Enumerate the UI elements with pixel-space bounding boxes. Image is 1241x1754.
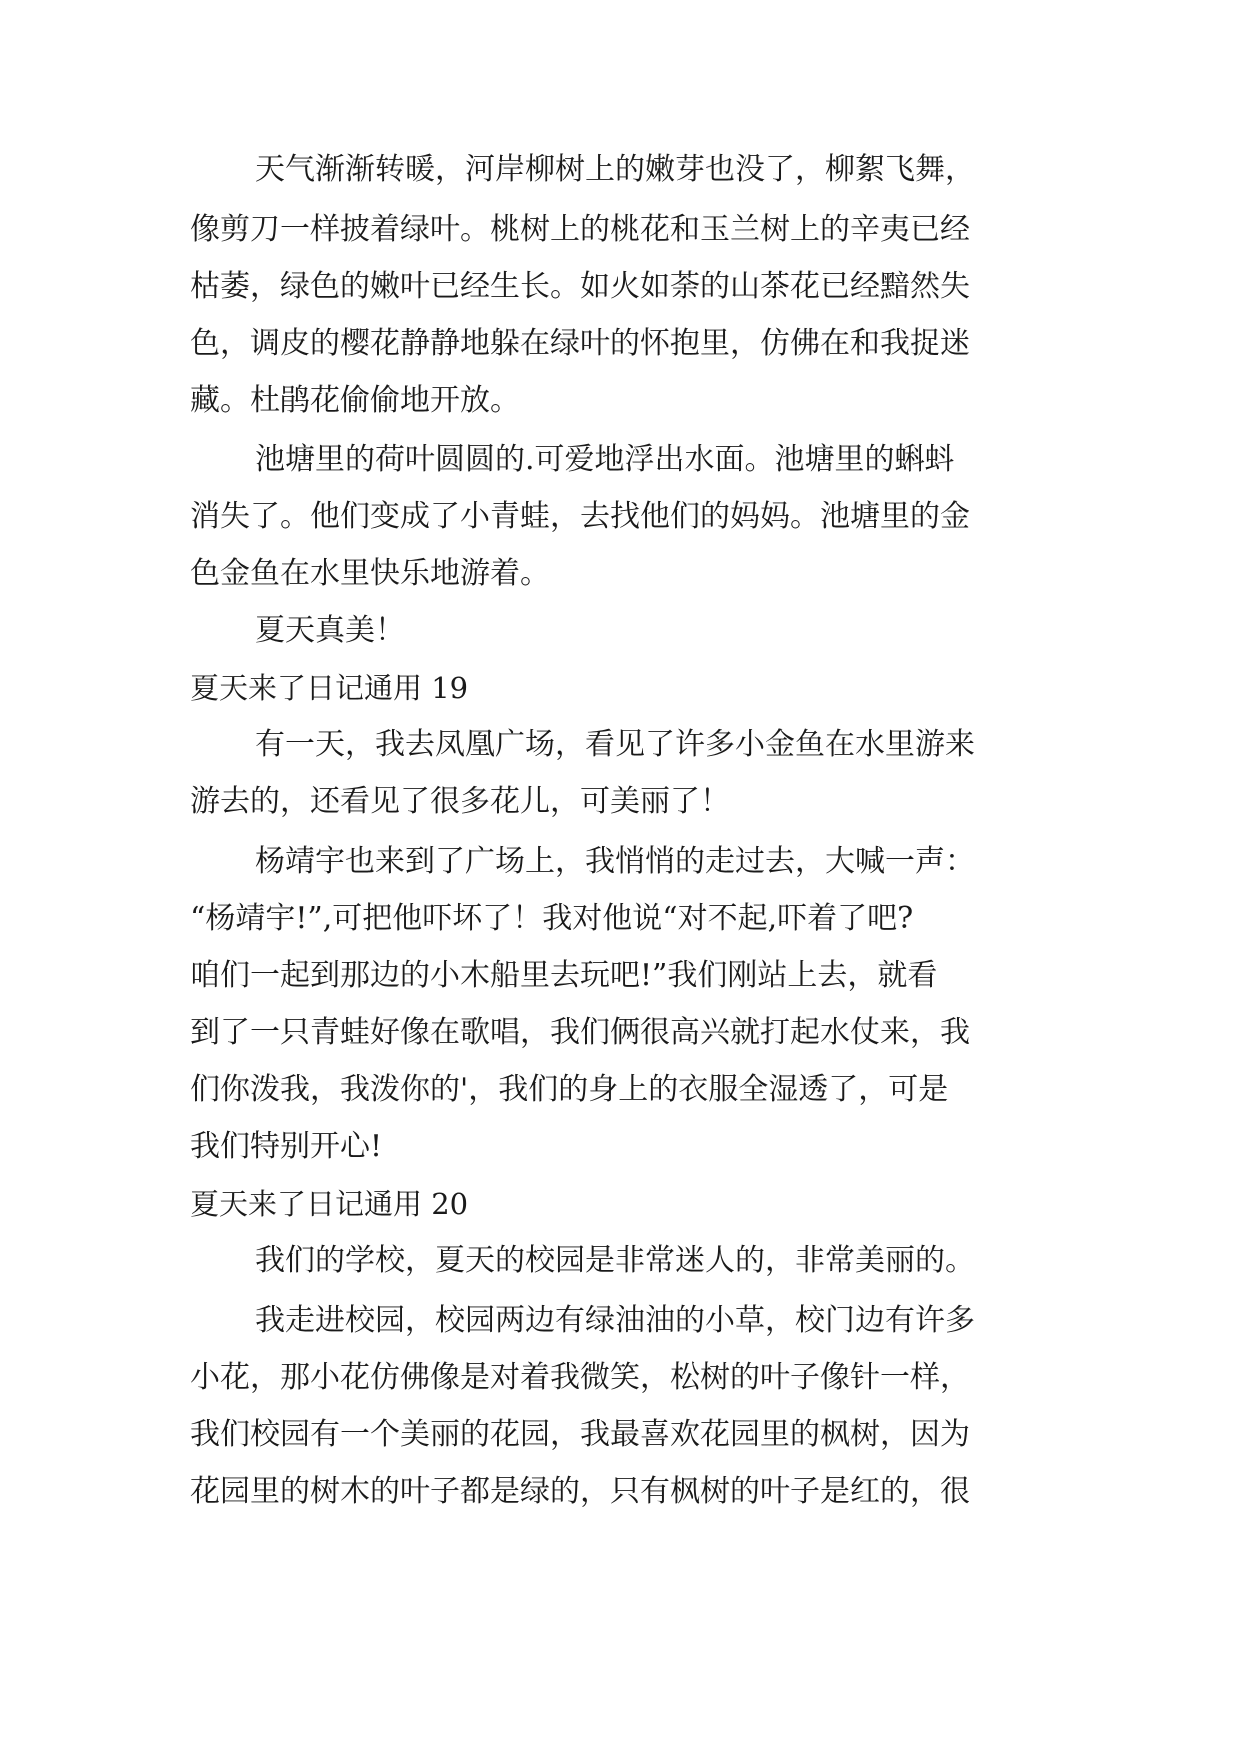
section-heading: 夏天来了日记通用 20 — [190, 1187, 469, 1221]
paragraph-line: 有一天，我去凤凰广场，看见了许多小金鱼在水里游来 — [255, 727, 975, 762]
paragraph-line: 杨靖宇也来到了广场上，我悄悄的走过去，大喊一声： — [255, 844, 975, 879]
paragraph-line: 到了一只青蛙好像在歌唱，我们俩很高兴就打起水仗来，我 — [190, 1015, 970, 1050]
paragraph-line: 我们校园有一个美丽的花园，我最喜欢花园里的枫树，因为 — [190, 1417, 970, 1452]
paragraph-line: 天气渐渐转暖，河岸柳树上的嫩芽也没了，柳絮飞舞， — [255, 152, 975, 187]
paragraph-line: 藏。杜鹃花偷偷地开放。 — [190, 383, 520, 418]
paragraph-line: 我们的学校，夏天的校园是非常迷人的，非常美丽的。 — [255, 1243, 975, 1278]
paragraph-line: 枯萎，绿色的嫩叶已经生长。如火如荼的山茶花已经黯然失 — [190, 269, 970, 304]
paragraph-line: 游去的，还看见了很多花儿，可美丽了！ — [190, 784, 730, 819]
paragraph-line: 我们特别开心! — [190, 1129, 383, 1164]
paragraph-line: 消失了。他们变成了小青蛙，去找他们的妈妈。池塘里的金 — [190, 499, 970, 534]
paragraph-line: 小花，那小花仿佛像是对着我微笑，松树的叶子像针一样， — [190, 1360, 970, 1395]
paragraph-line: 花园里的树木的叶子都是绿的，只有枫树的叶子是红的，很 — [190, 1474, 970, 1509]
paragraph-line: 色，调皮的樱花静静地躲在绿叶的怀抱里，仿佛在和我捉迷 — [190, 326, 970, 361]
paragraph-line: 们你泼我，我泼你的'，我们的身上的衣服全湿透了，可是 — [190, 1072, 949, 1107]
paragraph-line: “杨靖宇!”,可把他吓坏了！我对他说“对不起,吓着了吧? — [190, 901, 914, 936]
paragraph-line: 我走进校园，校园两边有绿油油的小草，校门边有许多 — [255, 1303, 975, 1338]
paragraph-line: 咱们一起到那边的小木船里去玩吧!”我们刚站上去，就看 — [190, 958, 938, 993]
section-heading: 夏天来了日记通用 19 — [190, 671, 469, 705]
paragraph-line: 夏天真美！ — [255, 613, 405, 648]
paragraph-line: 像剪刀一样披着绿叶。桃树上的桃花和玉兰树上的辛夷已经 — [190, 212, 970, 247]
paragraph-line: 池塘里的荷叶圆圆的.可爱地浮出水面。池塘里的蝌蚪 — [255, 442, 955, 477]
paragraph-line: 色金鱼在水里快乐地游着。 — [190, 556, 550, 591]
